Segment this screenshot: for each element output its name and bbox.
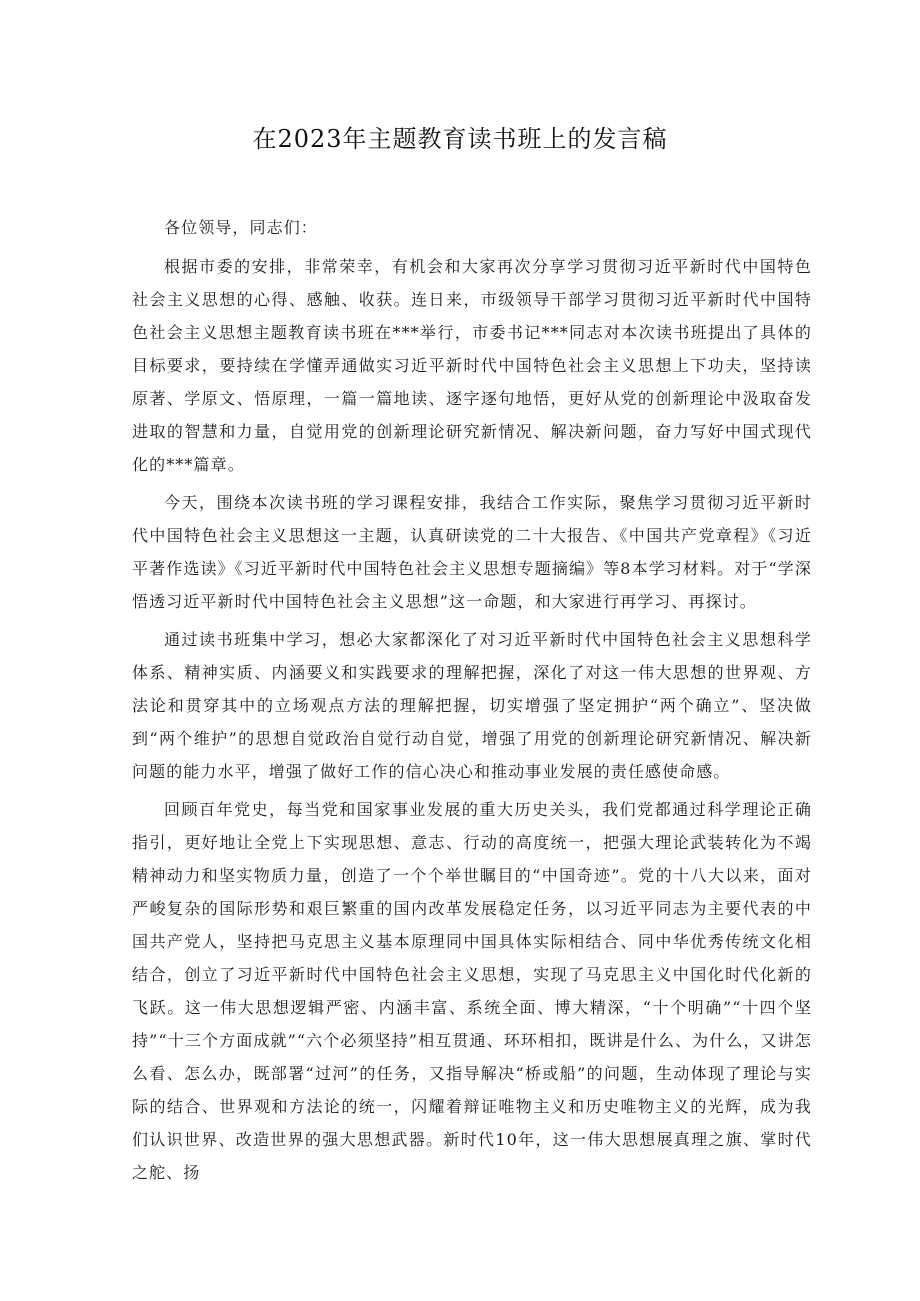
paragraph-1: 根据市委的安排，非常荣幸，有机会和大家再次分享学习贯彻习近平新时代中国特色社会主义思想的心得、感触、收获。连日来，市级领导干部学习贯彻习近平新时代中国特色社会主义思想主题教育读书班在***举行，市委书记***同志对本次读书班提出了具体的目标要求，要持续在学懂弄通做实习近平新时代中国特色社会主义思想上下功夫，坚持读原著、学原文、悟原理，一篇一篇地读、逐字逐句地悟，更好从党的创新理论中汲取奋发进取的智慧和力量，自觉用党的创新理论研究新情况、解决新问题，奋力写好中国式现代化的***篇章。 bbox=[132, 257, 812, 474]
paragraph-2: 今天，围绕本次读书班的学习课程安排，我结合工作实际，聚焦学习贯彻习近平新时代中国特色社会主义思想这一主题，认真研读党的二十大报告、《中国共产党章程》《习近平著作选读》《习近平新时代中国特色社会主义思想专题摘编》等8本学习材料。对于“学深悟透习近平新时代中国特色社会主义思想”这一命题，和大家进行再学习、再探讨。 bbox=[132, 493, 812, 611]
document-body bbox=[132, 211, 812, 1189]
paragraph-4: 回顾百年党史，每当党和国家事业发展的重大历史关头，我们党都通过科学理论正确指引，更好地让全党上下实现思想、意志、行动的高度统一，把强大理论武装转化为不竭精神动力和坚实物质力量，创造了一个个举世瞩目的“中国奇迹”。党的十八大以来，面对严峻复杂的国际形势和艰巨繁重的国内改革发展稳定任务，以习近平同志为主要代表的中国共产党人，坚持把马克思主义基本原理同中国具体实际相结合、同中华优秀传统文化相结合，创立了习近平新时代中国特色社会主义思想，实现了马克思主义中国化时代化新的飞跃。这一伟大思想逻辑严密、内涵丰富、系统全面、博大精深，“十个明确”“十四个坚持”“十三个方面成就”“六个必须坚持”相互贯通、环环相扣，既讲是什么、为什么，又讲怎么看、怎么办，既部署“过河”的任务，又指导解决“桥或船”的问题，生动体现了理论与实际的结合、世界观和方法论的统一，闪耀着辩证唯物主义和历史唯物主义的光辉，成为我们认识世界、改造世界的强大思想武器。新时代10年，这一伟大思想展真理之旗、掌时代之舵、扬 bbox=[132, 800, 812, 1182]
document-title: 在2023年主题教育读书班上的发言稿 bbox=[252, 125, 668, 153]
salutation: 各位领导，同志们： bbox=[164, 218, 318, 237]
paragraph-3: 通过读书班集中学习，想必大家都深化了对习近平新时代中国特色社会主义思想科学体系、精神实质、内涵要义和实践要求的理解把握，深化了对这一伟大思想的世界观、方法论和贯穿其中的立场观点方法的理解把握，切实增强了坚定拥护“两个确立”、坚决做到“两个维护”的思想自觉政治自觉行动自觉，增强了用党的创新理论研究新情况、解决新问题的能力水平，增强了做好工作的信心决心和推动事业发展的责任感使命感。 bbox=[132, 630, 812, 781]
